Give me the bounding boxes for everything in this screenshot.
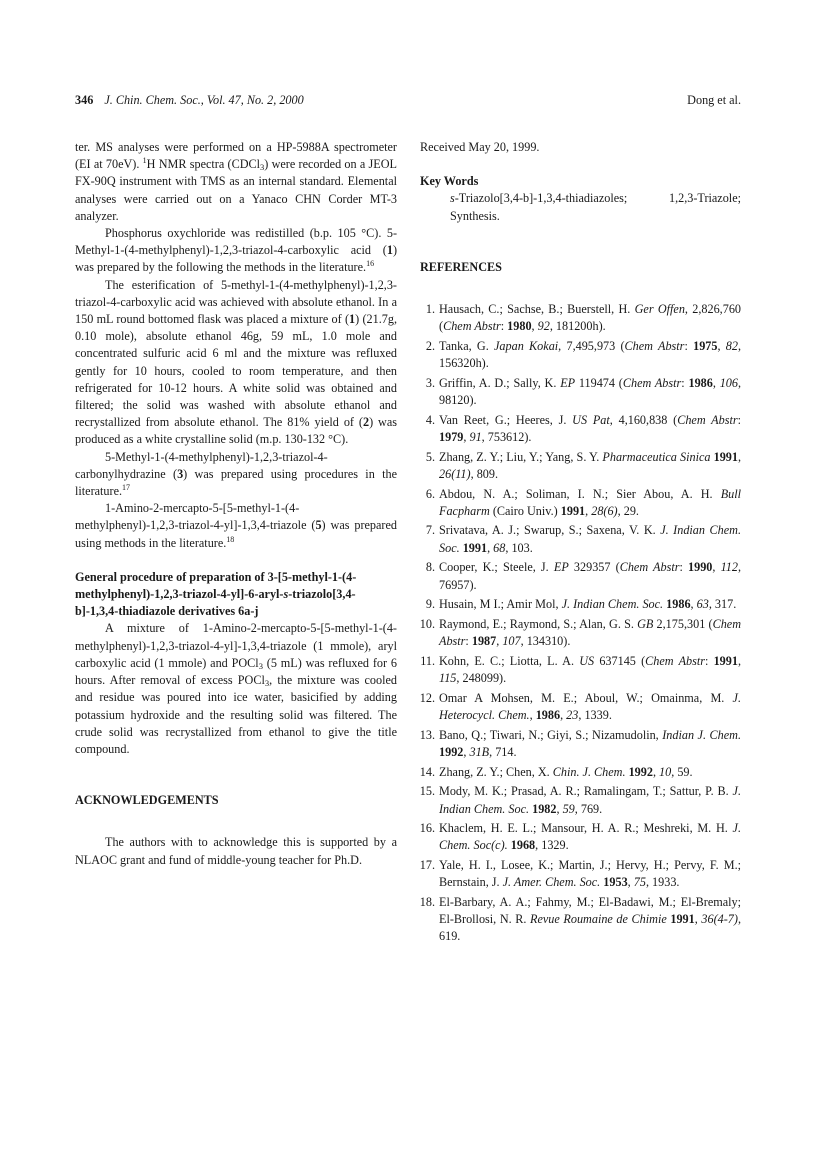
reference-text: Bano, Q.; Tiwari, N.; Giyi, S.; Nizamudolin, <box>439 727 663 742</box>
reference-number: 10. <box>419 616 435 631</box>
reference-text: Chem Abstr <box>443 319 501 334</box>
reference-text: 75 <box>633 875 646 890</box>
reference-number: 13. <box>419 727 435 742</box>
reference-text: , 156320h). <box>439 338 742 371</box>
reference-text: , <box>463 744 470 759</box>
reference-text: , <box>690 597 697 612</box>
spacer <box>75 552 397 569</box>
received-date: Received May 20, 1999. <box>420 140 540 154</box>
reference-text: 119474 ( <box>575 375 623 390</box>
reference-text: 1991 <box>560 503 586 518</box>
reference-text: Revue Roumaine de Chimie <box>530 912 667 927</box>
reference-text: Chem Abstr <box>439 616 741 649</box>
page-number: 346 <box>75 93 94 107</box>
reference-text: , <box>737 653 741 668</box>
reference-text: , <box>531 319 538 334</box>
reference-text: , 1339. <box>578 707 612 722</box>
reference-text: Chin. J. Chem. <box>552 764 626 779</box>
reference-text: , 7,495,973 ( <box>558 338 625 353</box>
reference-item <box>420 616 741 650</box>
reference-text: US Pat <box>572 412 610 427</box>
reference-text: , <box>463 429 470 444</box>
reference-text: 36(4-7) <box>701 912 738 927</box>
reference-text: Chem Abstr <box>624 338 685 353</box>
reference-text: J. Heterocycl. Chem. <box>439 690 741 722</box>
reference-text: Van Reet, G.; Heeres, J. <box>439 412 573 427</box>
spacer <box>420 225 741 259</box>
spacer <box>75 758 397 792</box>
reference-text: Khaclem, H. E. L.; Mansour, H. A. R.; Meshreki, M. H. <box>439 821 733 836</box>
reference-text: , <box>496 634 503 649</box>
reference-item <box>420 764 741 781</box>
reference-text: 329357 ( <box>568 560 620 575</box>
reference-item <box>420 727 741 761</box>
reference-item <box>420 301 741 335</box>
reference-text: 1991 <box>713 449 738 464</box>
reference-text: 1986 <box>688 375 713 390</box>
reference-text: Chem Abstr <box>619 560 680 575</box>
reference-number: 5. <box>425 449 435 464</box>
reference-number: 14. <box>419 764 435 779</box>
reference-text: 1991 <box>462 540 488 555</box>
reference-text: Yale, H. I., Losee, K.; Martin, J.; Hervy, H.; Pervy, F. M.; Bernstain, J. <box>439 858 741 890</box>
reference-text: 107 <box>502 634 521 649</box>
reference-text: : <box>500 319 508 334</box>
reference-item <box>420 375 741 409</box>
reference-text: , <box>737 449 742 464</box>
reference-text: 115 <box>439 671 457 686</box>
reference-text: 1990 <box>688 560 713 575</box>
reference-text: US <box>579 653 595 668</box>
reference-text: , 1329. <box>535 838 569 853</box>
reference-text: Raymond, E.; Raymond, S.; Alan, G. S. <box>439 616 638 631</box>
reference-text: : <box>737 412 741 427</box>
reference-text: Cooper, K.; Steele, J. <box>439 560 554 575</box>
header-authors: Dong et al. <box>687 93 741 107</box>
spacer <box>75 809 397 834</box>
reference-text: , 181200h). <box>549 319 606 334</box>
reference-text: 10 <box>659 764 672 779</box>
reference-text: Chem Abstr <box>645 653 705 668</box>
reference-text: 1982 <box>532 801 557 816</box>
reference-text: Husain, M I.; Amir Mol, <box>439 597 562 612</box>
reference-item <box>420 449 741 483</box>
reference-text: , 1933. <box>645 875 680 890</box>
running-header <box>75 92 741 110</box>
reference-text: , 4,160,838 ( <box>609 412 678 427</box>
reference-item <box>420 596 741 613</box>
reference-text: EP <box>560 375 576 390</box>
reference-text: , 98120). <box>439 375 742 408</box>
reference-text: 31B <box>469 744 490 759</box>
reference-text: 1986 <box>535 707 561 722</box>
reference-text: : <box>679 560 689 575</box>
reference-number: 9. <box>425 597 435 612</box>
reference-text: : <box>704 653 714 668</box>
reference-number: 6. <box>425 486 435 501</box>
reference-text: , 619. <box>439 912 741 944</box>
esterification-paragraph: The esterification of 5-methyl-1-(4-methylphenyl)-1,2,3-triazol-4-carboxylic acid was achieved with absolute ethanol. In a 150 mL round bottomed flask was placed a mixture of (1) (21.7g, 0.10 mole), absolute ethanol 46g, 59 mL, 1.0 mole and concentrated sulfuric acid 6 ml and the mixture was refluxed gently for 10 hours, cooled to room temperature, and then refrigerated for 10-12 hours. A white solid was obtained and filtered; the solid was washed with absolute ethanol and recrystallized from absolute ethanol. The 81% yield of (2) was produced as a white crystalline solid (m.p. 130-132 °C). <box>75 277 398 447</box>
reference-item <box>420 522 741 556</box>
reference-number: 2. <box>425 338 435 353</box>
reference-text: , 2,826,760 ( <box>439 302 741 334</box>
reference-text: 637145 ( <box>594 653 646 668</box>
spacer <box>420 156 741 173</box>
reference-text: 1953 <box>603 875 628 890</box>
reference-text: : <box>465 634 472 649</box>
reference-text: , 29. <box>617 503 639 518</box>
reference-text: Griffin, A. D.; Sally, K. <box>439 375 561 390</box>
reference-text: : <box>684 338 694 353</box>
reference-text: 1968 <box>510 838 536 853</box>
reference-number: 15. <box>419 784 435 799</box>
reference-number: 4. <box>425 412 435 427</box>
reference-text: Hausach, C.; Sachse, B.; Buerstell, H. <box>439 302 635 317</box>
acid-preparation-paragraph: Phosphorus oxychloride was redistilled (b.p. 105 °C). 5-Methyl-1-(4-methylphenyl)-1,2,3-triazol-4-carboxylic acid (1) was prepared by the following the methods in the literature.$^{16}$ <box>75 226 397 275</box>
acknowledgements-heading: ACKNOWLEDGEMENTS <box>75 793 219 808</box>
reference-text: 1975 <box>693 338 718 353</box>
reference-item <box>420 690 741 724</box>
reference-text: 2,175,301 ( <box>653 616 713 631</box>
reference-text: 1991 <box>713 653 738 668</box>
left-column <box>75 139 397 869</box>
reference-text: J. Indian Chem. Soc. <box>439 523 741 555</box>
header-left <box>75 92 304 109</box>
reference-number: 11. <box>420 653 435 668</box>
reference-text: , 317. <box>708 597 737 612</box>
reference-text: Chem Abstr <box>622 375 682 390</box>
reference-number: 8. <box>425 560 435 575</box>
reference-item <box>420 857 741 891</box>
reference-text: Zhang, Z. Y.; Chen, X. <box>439 764 553 779</box>
reference-text: Bull Facpharm <box>439 486 741 518</box>
acknowledgements-text: The authors with to acknowledge this is supported by a NLAOC grant and fund of middle-young teacher for Ph.D. <box>75 835 397 867</box>
reference-item <box>420 559 741 593</box>
reference-text: , <box>712 375 720 390</box>
reference-text: Srivatava, A. J.; Swarup, S.; Saxena, V. K. <box>439 523 661 538</box>
reference-item <box>420 338 741 372</box>
reference-text: Kohn, E. C.; Liotta, L. A. <box>439 653 580 668</box>
right-column <box>420 139 741 948</box>
reference-text: , <box>487 540 494 555</box>
reference-text: Indian J. Chem. <box>662 727 741 742</box>
reference-text: Pharmaceutica Sinica <box>602 449 711 464</box>
reference-text: , 809. <box>470 466 499 481</box>
reference-text: , <box>694 912 702 927</box>
instruments-paragraph: ter. MS analyses were performed on a HP-5988A spectrometer (EI at 70eV). $^1$H NMR spectra (CDCl$_3$) were recorded on a JEOL FX-90Q instrument with TMS as an internal standard. Elemental analyses were carried out on a Yanaco CHN Corder MT-3 analyzer. <box>75 140 397 223</box>
reference-text: Japan Kokai <box>494 338 559 353</box>
reference-text: 28(6) <box>591 503 618 518</box>
reference-text: 63 <box>696 597 709 612</box>
reference-text: , 134310). <box>520 634 571 649</box>
reference-item <box>420 894 741 946</box>
reference-text: 1987 <box>471 634 497 649</box>
procedure-paragraph: A mixture of 1-Amino-2-mercapto-5-[5-methyl-1-(4-methylphenyl)-1,2,3-triazol-4-yl]-1,3,4-triazole (1 mmole), aryl carboxylic acid (1 mmole) and POCl$_3$ (5 mL) was refluxed for 6 hours. After removal of excess POCl$_3$, the mixture was cooled and residue was poured into ice water, basicified by adding potassium hydroxide and the resulting solid was filtered. The crude solid was recrystallized from ethanol to give the title compound. <box>75 621 398 756</box>
reference-text: 106 <box>719 375 738 390</box>
reference-text: El-Barbary, A. A.; Fahmy, M.; El-Badawi, M.; El-Bremaly; El-Brollosi, N. R. <box>439 895 741 927</box>
reference-number: 12. <box>419 690 435 705</box>
reference-text: Abdou, N. A.; Soliman, I. N.; Sier Abou, A. H. <box>439 486 721 501</box>
reference-item <box>420 783 741 817</box>
hydrazine-paragraph: 5-Methyl-1-(4-methylphenyl)-1,2,3-triazol-4-carbonylhydrazine (3) was prepared using procedures in the literature.$^{17}$ <box>75 449 397 499</box>
reference-text: Chem Abstr <box>677 412 738 427</box>
reference-text: 91 <box>469 429 482 444</box>
reference-text: 112 <box>720 560 738 575</box>
reference-number: 1. <box>425 302 435 317</box>
reference-number: 7. <box>425 523 435 538</box>
reference-text: 82 <box>725 338 738 353</box>
keywords-heading: Key Words <box>420 174 479 189</box>
reference-text: , <box>627 875 634 890</box>
reference-text: Zhang, Z. Y.; Liu, Y.; Yang, S. Y. <box>439 449 603 464</box>
reference-text: : <box>681 375 689 390</box>
reference-text: EP <box>553 560 569 575</box>
reference-text: GB <box>637 616 654 631</box>
spacer <box>420 276 741 301</box>
reference-text: 68 <box>493 540 506 555</box>
reference-text: 1980 <box>507 319 532 334</box>
reference-text: , <box>529 707 536 722</box>
references-heading: REFERENCES <box>420 259 502 274</box>
reference-text: 26(11) <box>439 466 471 481</box>
reference-text: 1992 <box>628 764 653 779</box>
reference-text: Ger Offen <box>634 302 685 317</box>
reference-number: 18. <box>419 895 435 910</box>
reference-text: , 76957). <box>439 560 742 592</box>
reference-text: J. Chem. Soc(c). <box>439 821 741 853</box>
reference-text: 1991 <box>670 912 695 927</box>
journal-citation: J. Chin. Chem. Soc., Vol. 47, No. 2, 2000 <box>104 93 304 107</box>
reference-text: , 248099). <box>456 671 507 686</box>
reference-text: , <box>556 801 563 816</box>
reference-text: , 103. <box>505 540 533 555</box>
reference-number: 16. <box>419 821 435 836</box>
procedure-heading: General procedure of preparation of 3-[5-methyl-1-(4-methylphenyl)-1,2,3-triazol-4-yl]-6-aryl-s-triazolo[3,4-b]-1,3,4-thiadiazole derivatives 6a-j <box>75 569 357 619</box>
reference-text: , 714. <box>489 744 517 759</box>
reference-text: , 59. <box>671 764 693 779</box>
reference-text: , 753612). <box>481 429 532 444</box>
reference-text: 23 <box>566 707 579 722</box>
reference-text: 92 <box>537 319 550 334</box>
reference-item <box>420 820 741 854</box>
reference-text: , <box>712 560 721 575</box>
reference-text: , <box>585 503 592 518</box>
reference-text: , <box>717 338 726 353</box>
reference-text: 1979 <box>439 429 464 444</box>
reference-text: 59 <box>562 801 575 816</box>
references-list <box>420 301 741 946</box>
reference-number: 17. <box>419 858 435 873</box>
reference-text: , 769. <box>574 801 603 816</box>
keywords-text: s-Triazolo[3,4-b]-1,3,4-thiadiazoles; 1,2,3-Triazole; Synthesis. <box>450 191 741 223</box>
reference-text: (Cairo Univ.) <box>489 503 561 518</box>
reference-text: , <box>560 707 567 722</box>
triazole-paragraph: 1-Amino-2-mercapto-5-[5-methyl-1-(4-methylphenyl)-1,2,3-triazol-4-yl]-1,3,4-triazole (5) was prepared using methods in the literature.$^{18}$ <box>75 501 397 550</box>
reference-text: 1992 <box>439 744 464 759</box>
reference-text: Omar A Mohsen, M. E.; Aboul, W.; Omainma, M. <box>439 690 733 705</box>
reference-text: 1986 <box>666 597 691 612</box>
reference-text: J. Indian Chem. Soc. <box>561 597 664 612</box>
reference-text: J. Amer. Chem. Soc. <box>502 875 601 890</box>
reference-item <box>420 486 741 520</box>
reference-text: Mody, M. K.; Prasad, A. R.; Ramalingam, T.; Sattur, P. B. <box>439 784 733 799</box>
reference-item <box>420 412 741 446</box>
reference-item <box>420 653 741 687</box>
reference-text: Tanka, G. <box>439 338 495 353</box>
reference-number: 3. <box>425 375 435 390</box>
reference-text: , <box>652 764 660 779</box>
reference-text: J. Indian Chem. Soc. <box>439 784 741 816</box>
